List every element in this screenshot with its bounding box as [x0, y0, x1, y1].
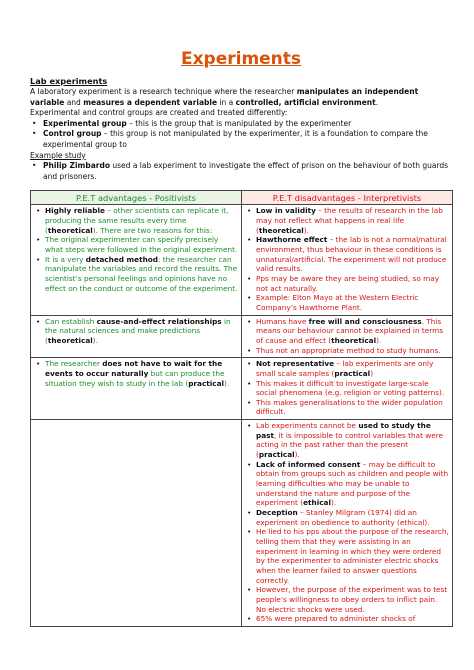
disadvantages-header: P.E.T disadvantages - Interpretivists [242, 191, 453, 205]
bullet-list [34, 359, 238, 388]
advantage-cell [31, 315, 242, 358]
list-item: • The researcher does not have to wait for the events to occur naturally but can produce the situation they wish to study in the lab (practical). [36, 359, 230, 388]
page-title: Experiments [180, 49, 302, 69]
bullet-list [245, 206, 449, 312]
list-item: • Experimental group – this is the group that is manipulated by the experimenter [32, 118, 352, 128]
table-row [31, 358, 453, 420]
groups-list [30, 119, 452, 151]
table-row [31, 205, 453, 315]
list-item: • Control group – this group is not manipulated by the experimenter, it is a foundation to compare the experimental group to [32, 129, 428, 149]
list-item: • This makes it difficult to investigate large-scale social phenomena (e.g. religion or voting patterns). [247, 378, 445, 398]
advantage-cell [31, 358, 242, 420]
bullet-list [34, 206, 238, 293]
list-item: • Deception – Stanley Milgram (1974) did an experiment on obedience to authority (ethical). [247, 508, 430, 527]
list-item: • The original experimenter can specify precisely what steps were followed in the original experiment. [36, 235, 238, 254]
list-item: • Lack of informed consent – may be difficult to obtain from groups such as children and people with learning difficulties who may be unable to understand the nature and purpose of the experiment (ethical). [247, 459, 449, 508]
list-item: • Example: Elton Mayo at the Western Electric Company’s Hawthorne Plant. [247, 293, 419, 312]
advantages-header: P.E.T advantages - Positivists [31, 191, 242, 205]
list-item: • Philip Zimbardo used a lab experiment to investigate the effect of prison on the behaviour of both guards and prisoners. [32, 161, 449, 181]
list-item: • Highly reliable – other scientists can replicate it, producing the same results every time (theoretical). There are two reasons for this: [36, 206, 229, 235]
table-row [31, 420, 453, 627]
list-item: • Thus not an appropriate method to study humans. [247, 345, 441, 355]
list-item: • It is a very detached method: the researcher can manipulate the variables and record the results. The scientist’s personal feelings and opinions have no effect on the conduct or outcome of the experiment. [36, 254, 238, 293]
list-item: • Can establish cause-and-effect relationships in the natural sciences and make predictions (theoretical). [36, 316, 231, 345]
disadvantage-cell [242, 315, 453, 358]
lab-intro: A laboratory experiment is a research technique where the researcher manipulates an independent variable and measures a dependent variable in a controlled, artificial environment. [30, 87, 419, 107]
list-item: • Not representative – lab experiments are only small scale samples (practical) [247, 359, 434, 378]
disadvantage-cell [242, 358, 453, 420]
table-row [31, 315, 453, 358]
advantage-cell [31, 420, 242, 627]
list-item: • 65% were prepared to administer shocks of [247, 614, 416, 624]
bullet-list [34, 317, 238, 346]
bullet-list [245, 359, 449, 417]
lab-experiments-heading: Lab experiments [30, 76, 108, 86]
advantage-cell [31, 205, 242, 315]
disadvantage-cell [242, 420, 453, 627]
list-item: • Hawthorne effect – the lab is not a normal/natural environment, thus behaviour in these conditions is unnatural/artificial. The experiment will not produce valid results. [247, 235, 447, 274]
example-list [30, 161, 452, 182]
pet-table [30, 190, 453, 627]
list-item: • This makes generalisations to the wider population difficult. [247, 397, 443, 417]
list-item: • Humans have free will and consciousness. This means our behaviour cannot be explained in terms of cause and effect (theoretical). [247, 316, 444, 345]
groups-line: Experimental and control groups are created and treated differently: [30, 108, 288, 118]
list-item: • He lied to his pps about the purpose of the research, telling them that they were assisting in an experiment in learning in which they were ordered by the experimenter to administer electric shocks when the learner failed to answer questions correctly. [247, 527, 449, 585]
example-study-label: Example study [30, 150, 86, 160]
disadvantage-cell [242, 205, 453, 315]
bullet-list [245, 317, 449, 356]
list-item: • Lab experiments cannot be used to study the past, it is impossible to control variables that were acting in the past rather than the present (practical). [247, 421, 444, 460]
list-item: • Low in validity – the results of research in the lab may not reflect what happens in real life (theoretical). [247, 206, 443, 235]
bullet-list [245, 421, 449, 624]
list-item: • However, the purpose of the experiment was to test people’s willingness to obey orders to inflict pain. No electric shocks were used. [247, 585, 448, 614]
list-item: • Pps may be aware they are being studied, so may not act naturally. [247, 273, 440, 293]
